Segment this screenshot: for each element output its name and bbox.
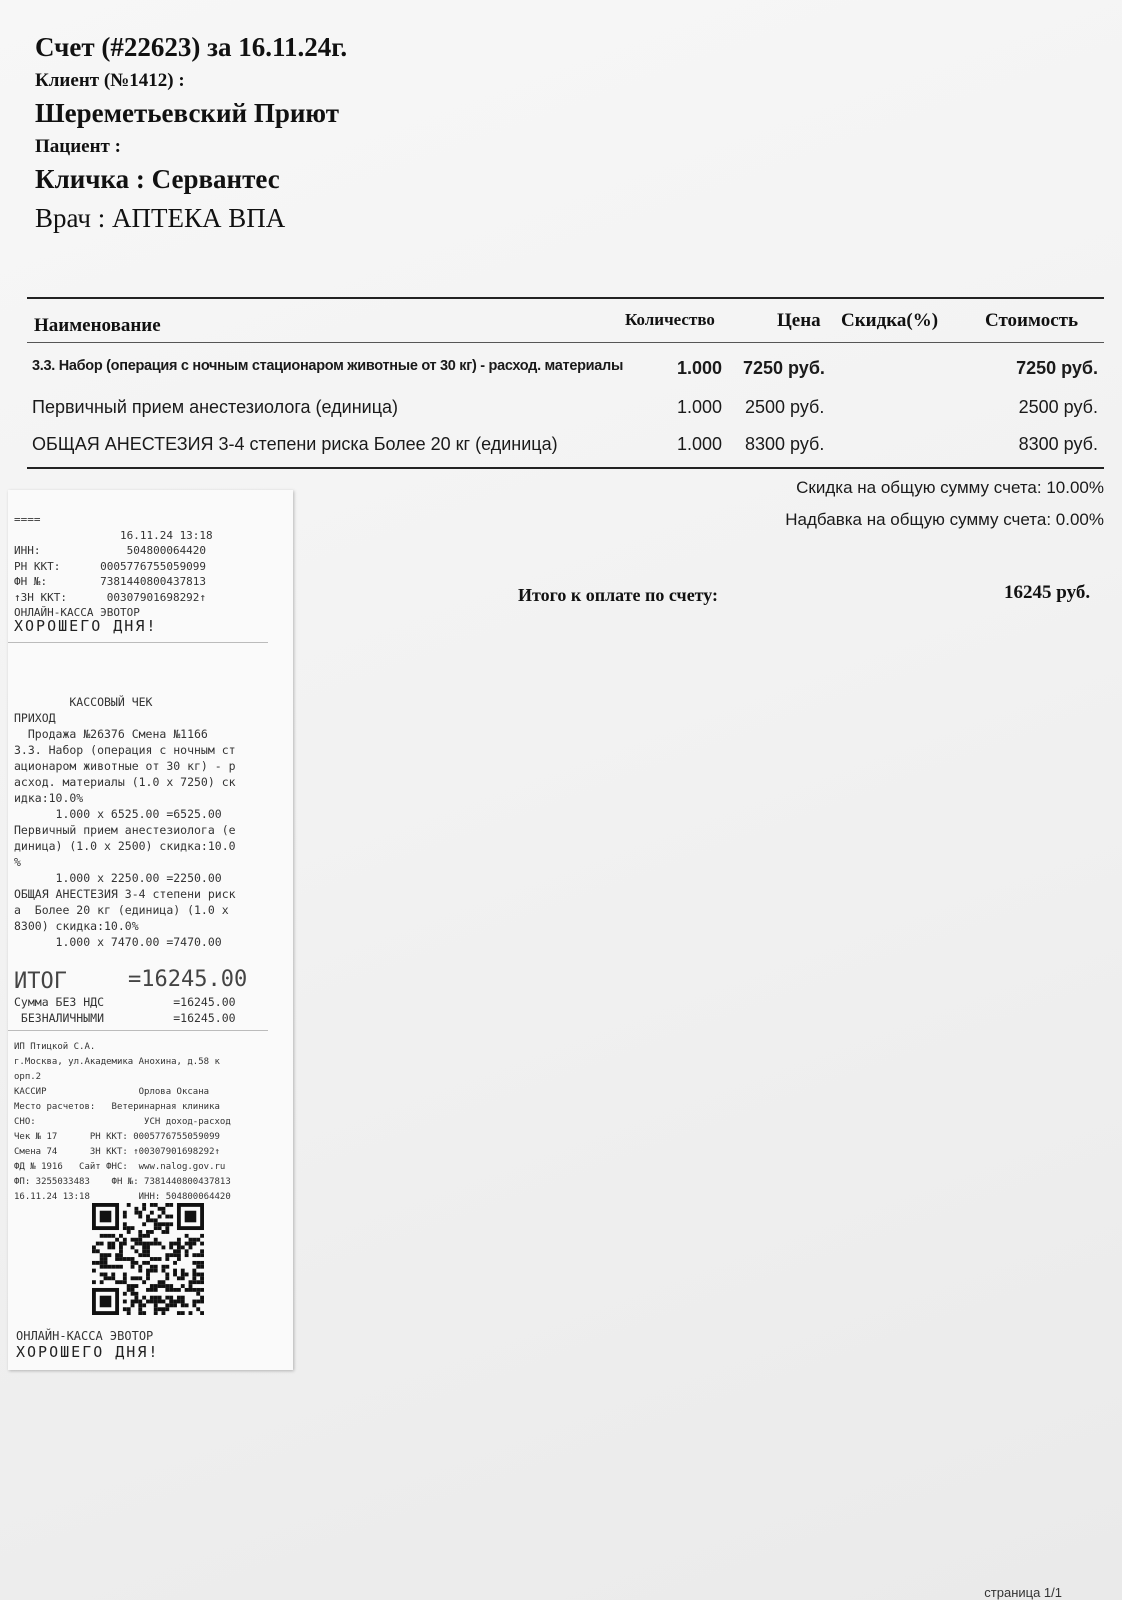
row-name: Первичный прием анестезиолога (единица) <box>32 397 399 417</box>
row-cost: 7250 руб. <box>1016 358 1098 378</box>
receipt-line: ационаром животные от 30 кг) - р <box>14 759 236 773</box>
receipt-line: БЕЗНАЛИЧНЫМИ =16245.00 <box>14 1011 236 1025</box>
receipt-line: Место расчетов: Ветеринарная клиника <box>14 1102 220 1112</box>
receipt-line: Продажа №26376 Смена №1166 <box>14 727 208 741</box>
receipt-itog-label: ИТОГ <box>14 969 67 994</box>
receipt-line: диница) (1.0 х 2500) скидка:10.0 <box>14 839 236 853</box>
receipt-greeting-bottom: ХОРОШЕГО ДНЯ! <box>16 1343 160 1361</box>
receipt-line: Смена 74 ЗН ККТ: ↑00307901698292↑ <box>14 1147 220 1157</box>
table-bottom-rule <box>27 467 1104 469</box>
receipt-line: г.Москва, ул.Академика Анохина, д.58 к <box>14 1057 220 1067</box>
receipt-line: 3.3. Набор (операция с ночным ст <box>14 743 236 757</box>
table-row <box>0 434 1122 468</box>
row-price: 7250 руб. <box>743 358 825 378</box>
total-label: Итого к оплате по счету: <box>518 585 719 605</box>
receipt-line: РН ККТ: 0005776755059099 <box>14 559 207 573</box>
receipt-line: ПРИХОД <box>14 711 56 725</box>
summary-markup: Надбавка на общую сумму счета: 0.00% <box>785 510 1104 529</box>
receipt-line: Первичный прием анестезиолога (е <box>14 823 236 837</box>
header-rule <box>27 342 1104 343</box>
receipt-line: ИП Птицкой С.А. <box>14 1042 96 1052</box>
receipt-line: Чек № 17 РН ККТ: 0005776755059099 <box>14 1132 220 1142</box>
receipt-footer-line: ОНЛАЙН-КАССА ЭВОТОР <box>16 1329 154 1343</box>
receipt-line: 16.11.24 13:18 <box>14 528 213 542</box>
patient-label: Пациент : <box>35 136 121 157</box>
receipt-line: ОБЩАЯ АНЕСТЕЗИЯ 3-4 степени риск <box>14 887 236 901</box>
receipt-line: СНО: УСН доход-расход <box>14 1117 231 1127</box>
receipt-line: ==== <box>14 513 41 526</box>
table-top-rule <box>27 297 1104 299</box>
page-footer: страница 1/1 <box>984 1585 1062 1600</box>
receipt-line: Сумма БЕЗ НДС =16245.00 <box>14 995 236 1009</box>
receipt-line: 8300) скидка:10.0% <box>14 919 139 933</box>
receipt-line: ФН №: 7381440800437813 <box>14 575 207 588</box>
receipt-line: КАССОВЫЙ ЧЕК <box>14 695 153 709</box>
receipt-divider <box>8 642 268 643</box>
receipt-line: а Более 20 кг (единица) (1.0 х <box>14 903 229 917</box>
row-name: 3.3. Набор (операция с ночным стационаром животные от 30 кг) - расход. материалы <box>32 358 624 374</box>
receipt-line: ↑ЗН ККТ: 00307901698292↑ <box>14 590 207 604</box>
row-price: 8300 руб. <box>745 434 825 454</box>
header-qty: Количество <box>625 310 715 329</box>
receipt-line: КАССИР Орлова Оксана <box>14 1087 210 1097</box>
client-name: Шереметьевский Приют <box>35 98 339 128</box>
summary-discount: Скидка на общую сумму счета: 10.00% <box>796 478 1104 497</box>
receipt-line: ИНН: 504800064420 <box>14 544 207 557</box>
receipt-line: асход. материалы (1.0 х 7250) ск <box>14 775 236 789</box>
row-name: ОБЩАЯ АНЕСТЕЗИЯ 3-4 степени риска Более 20 кг (единица) <box>32 434 558 454</box>
header-cost: Стоимость <box>985 310 1079 331</box>
receipt-line: ФП: 3255033483 ФН №: 7381440800437813 <box>14 1177 231 1187</box>
row-cost: 2500 руб. <box>1018 397 1098 417</box>
row-price: 2500 руб. <box>745 397 825 417</box>
table-row <box>0 358 1122 392</box>
row-cost: 8300 руб. <box>1018 434 1098 454</box>
table-row <box>0 397 1122 431</box>
pet-name: Кличка : Сервантес <box>35 164 280 194</box>
receipt-line: идка:10.0% <box>14 791 84 805</box>
row-qty: 1.000 <box>676 358 722 378</box>
invoice-title: Счет (#22623) за 16.11.24г. <box>35 32 348 62</box>
header-name: Наименование <box>34 315 161 336</box>
row-qty: 1.000 <box>676 397 722 417</box>
doctor: Врач : АПТЕКА ВПА <box>35 203 286 233</box>
receipt-line: 1.000 х 6525.00 =6525.00 <box>14 807 222 821</box>
receipt-itog-value: =16245.00 <box>128 967 248 992</box>
total-value: 16245 руб. <box>1004 582 1091 603</box>
receipt-line: ОНЛАЙН-КАССА ЭВОТОР <box>14 606 140 619</box>
receipt-line: % <box>14 855 21 869</box>
row-qty: 1.000 <box>676 434 722 454</box>
receipt-line: 1.000 х 2250.00 =2250.00 <box>14 871 222 885</box>
receipt-line: 1.000 х 7470.00 =7470.00 <box>14 935 222 949</box>
header-price: Цена <box>777 310 821 331</box>
qr-code <box>92 1203 204 1315</box>
header-discount: Скидка(%) <box>841 310 939 331</box>
receipt-divider <box>8 1030 268 1031</box>
receipt-line: орп.2 <box>14 1072 42 1082</box>
receipt-line: ФД № 1916 Сайт ФНС: www.nalog.gov.ru <box>14 1162 226 1172</box>
receipt-greeting-top: ХОРОШЕГО ДНЯ! <box>14 617 158 635</box>
client-label: Клиент (№1412) : <box>35 70 185 91</box>
receipt-line: 16.11.24 13:18 ИНН: 504800064420 <box>14 1192 231 1202</box>
